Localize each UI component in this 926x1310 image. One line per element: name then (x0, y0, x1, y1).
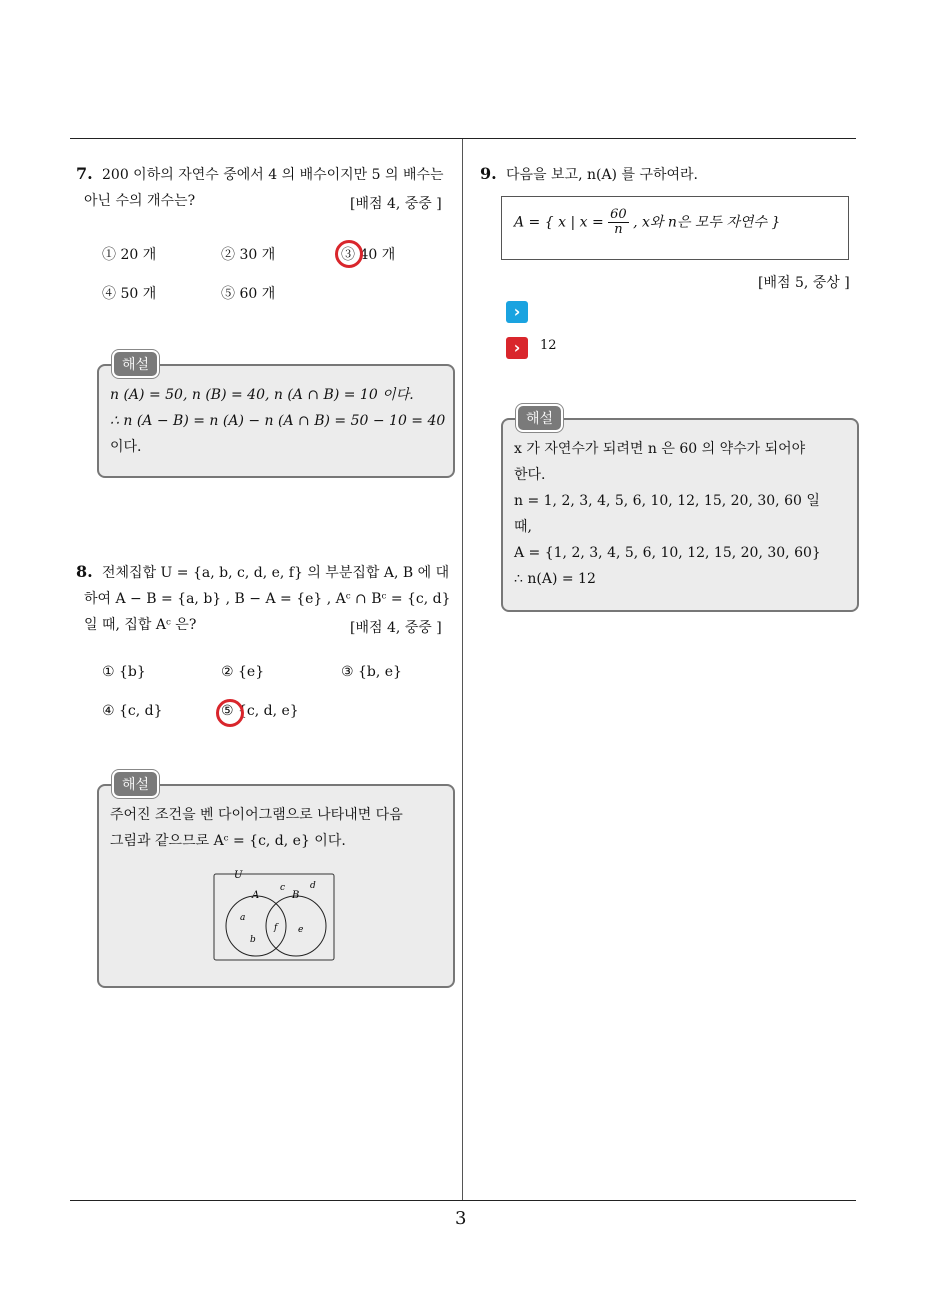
q9-solution-line1: x 가 자연수가 되려면 n 은 60 의 약수가 되어야 (514, 441, 806, 457)
venn-label-b: B (292, 890, 300, 901)
q7-choice-5[interactable]: ⑤ 60 개 (221, 286, 276, 302)
page-number: 3 (455, 1208, 467, 1229)
q7-choice-1[interactable]: ① 20 개 (102, 247, 157, 263)
q7-text-line2: 아닌 수의 개수는? (84, 193, 196, 209)
q9-set-right: , x와 n은 모두 자연수 } (633, 214, 781, 231)
venn-label-small-a: a (240, 913, 246, 923)
q7-solution-line2: ∴ n (A − B) = n (A) − n (A ∩ B) = 50 − 10 = 40 (110, 413, 446, 429)
q8-text-line2: 하여 A − B = {a, b} , B − A = {e} , Aᶜ ∩ Bᶜ = {c, d} (84, 591, 451, 607)
q7-solution-line1: n (A) = 50, n (B) = 40, n (A ∩ B) = 10 이다. (110, 387, 414, 403)
q9-fraction (608, 208, 629, 237)
venn-label-d: d (310, 881, 316, 891)
q8-text-line3: 일 때, 집합 Aᶜ 은? (84, 617, 197, 633)
footer-rule (70, 1200, 856, 1201)
answer-circle-mark (335, 240, 363, 268)
q9-frac-num: 60 (610, 207, 627, 222)
q8-solution-line2: 그림과 같으므로 Aᶜ = {c, d, e} 이다. (110, 833, 346, 849)
venn-label-u: U (234, 870, 243, 881)
chevron-right-icon[interactable]: › (506, 337, 528, 359)
q7-meta: [배점 4, 중중 ] (350, 196, 442, 212)
q8-choice-4[interactable]: ④ {c, d} (102, 703, 163, 719)
q8-number: 8. (76, 562, 93, 581)
venn-label-a: A (252, 890, 260, 901)
q9-solution-line4: 때, (514, 519, 532, 535)
chevron-right-icon[interactable]: › (506, 301, 528, 323)
q9-number: 9. (480, 164, 497, 183)
q7-solution-tag: 해설 (112, 350, 159, 378)
header-rule (70, 138, 856, 139)
q8-choice-5[interactable]: ⑤ {c, d, e} (221, 703, 299, 719)
q9-solution-tag: 해설 (516, 404, 563, 432)
answer-circle-mark (216, 699, 244, 727)
q7-choice-4[interactable]: ④ 50 개 (102, 286, 157, 302)
q9-frac-den: n (614, 222, 623, 237)
venn-label-c: c (280, 883, 286, 893)
q9-set-definition (514, 208, 780, 237)
q9-answer-label: 12 (540, 338, 557, 353)
q9-solution-line6: ∴ n(A) = 12 (514, 571, 596, 587)
venn-label-e: e (298, 925, 304, 935)
q9-solution-line3: n = 1, 2, 3, 4, 5, 6, 10, 12, 15, 20, 30, 60 일 (514, 493, 820, 509)
q8-choice-1[interactable]: ① {b} (102, 664, 146, 680)
q8-solution-line1: 주어진 조건을 벤 다이어그램으로 나타내면 다음 (110, 807, 403, 823)
venn-label-small-b: b (250, 935, 256, 945)
venn-label-f: f (274, 923, 278, 933)
q8-solution-tag: 해설 (112, 770, 159, 798)
q8-meta: [배점 4, 중중 ] (350, 620, 442, 636)
q9-set-left: A = { x | x = (514, 214, 604, 231)
q7-choice-3[interactable]: ③ 40 개 (341, 247, 396, 263)
column-divider (462, 139, 463, 1201)
venn-diagram (212, 868, 336, 964)
q9-text-line1: 다음을 보고, n(A) 를 구하여라. (506, 167, 698, 183)
q7-text-line1: 200 이하의 자연수 중에서 4 의 배수이지만 5 의 배수는 (102, 167, 444, 183)
q7-solution-line3: 이다. (110, 439, 142, 455)
q7-number: 7. (76, 164, 93, 183)
q8-choice-3[interactable]: ③ {b, e} (341, 664, 402, 680)
q9-solution-line2: 한다. (514, 467, 546, 483)
q7-choice-2[interactable]: ② 30 개 (221, 247, 276, 263)
q9-solution-line5: A = {1, 2, 3, 4, 5, 6, 10, 12, 15, 20, 30, 60} (514, 545, 821, 561)
q8-text-line1: 전체집합 U = {a, b, c, d, e, f} 의 부분집합 A, B 에 대 (102, 565, 450, 581)
q8-choice-2[interactable]: ② {e} (221, 664, 265, 680)
q9-meta: [배점 5, 중상 ] (758, 275, 850, 291)
